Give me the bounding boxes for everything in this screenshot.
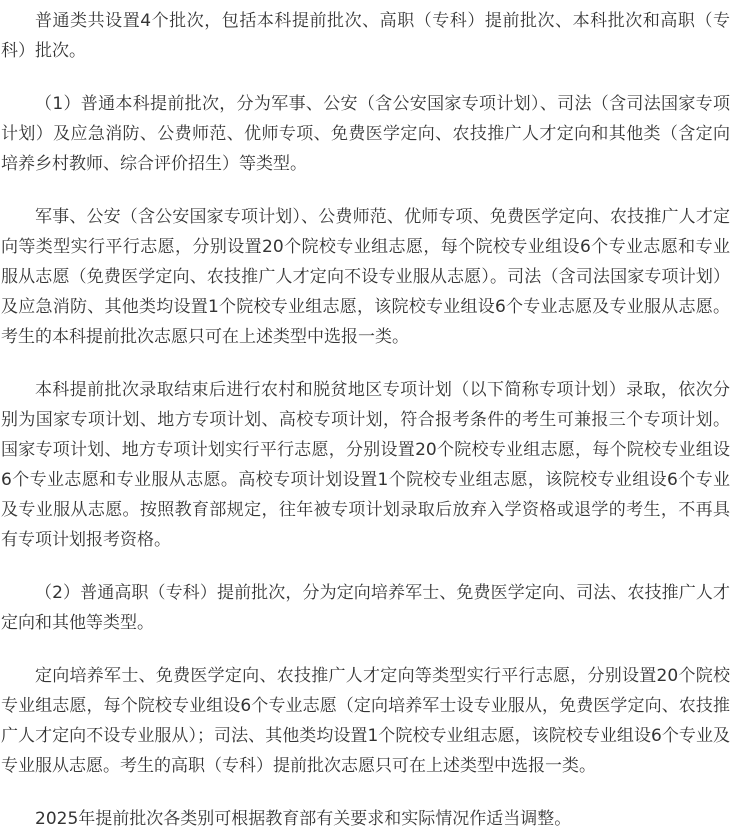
paragraph-vocational-early-batch-types: （2）普通高职（专科）提前批次，分为定向培养军士、免费医学定向、司法、农技推广人才定向和其他等类型。 [1,583,730,633]
paragraph-undergrad-early-batch-types: （1）普通本科提前批次，分为军事、公安（含公安国家专项计划）、司法（含司法国家专项计划）及应急消防、公费师范、优师专项、免费医学定向、农技推广人才定向和其他类（含定向培养乡村教师、综合评价招生）等类型。 [1,94,730,174]
paragraph-special-plan-rules: 本科提前批次录取结束后进行农村和脱贫地区专项计划（以下简称专项计划）录取，依次分别为国家专项计划、地方专项计划、高校专项计划，符合报考条件的考生可兼报三个专项计划。国家专项计划、地方专项计划实行平行志愿，分别设置20个院校专业组志愿，每个院校专业组设6个专业志愿和专业服从志愿。高校专项计划设置1个院校专业组志愿，该院校专业组设6个专业及专业服从志愿。按照教育部规定，往年被专项计划录取后放弃入学资格或退学的考生，不再具有专项计划报考资格。 [1,380,730,550]
paragraph-batch-overview: 普通类共设置4个批次，包括本科提前批次、高职（专科）提前批次、本科批次和高职（专科）批次。 [1,11,730,61]
paragraph-vocational-early-batch-volunteer-rules: 定向培养军士、免费医学定向、农技推广人才定向等类型实行平行志愿，分别设置20个院校专业组志愿，每个院校专业组设6个专业志愿（定向培养军士设专业服从，免费医学定向、农技推广人才定向不设专业服从）；司法、其他类均设置1个院校专业组志愿，该院校专业组设6个专业及专业服从志愿。考生的高职（专科）提前批次志愿只可在上述类型中选报一类。 [1,666,730,776]
paragraph-undergrad-early-batch-volunteer-rules: 军事、公安（含公安国家专项计划）、公费师范、优师专项、免费医学定向、农技推广人才定向等类型实行平行志愿，分别设置20个院校专业组志愿，每个院校专业组设6个专业志愿和专业服从志愿（免费医学定向、农技推广人才定向不设专业服从志愿）。司法（含司法国家专项计划）及应急消防、其他类均设置1个院校专业组志愿，该院校专业组设6个专业志愿及专业服从志愿。考生的本科提前批次志愿只可在上述类型中选报一类。 [1,207,730,347]
paragraph-2025-adjustment-note: 2025年提前批次各类别可根据教育部有关要求和实际情况作适当调整。 [35,809,572,829]
